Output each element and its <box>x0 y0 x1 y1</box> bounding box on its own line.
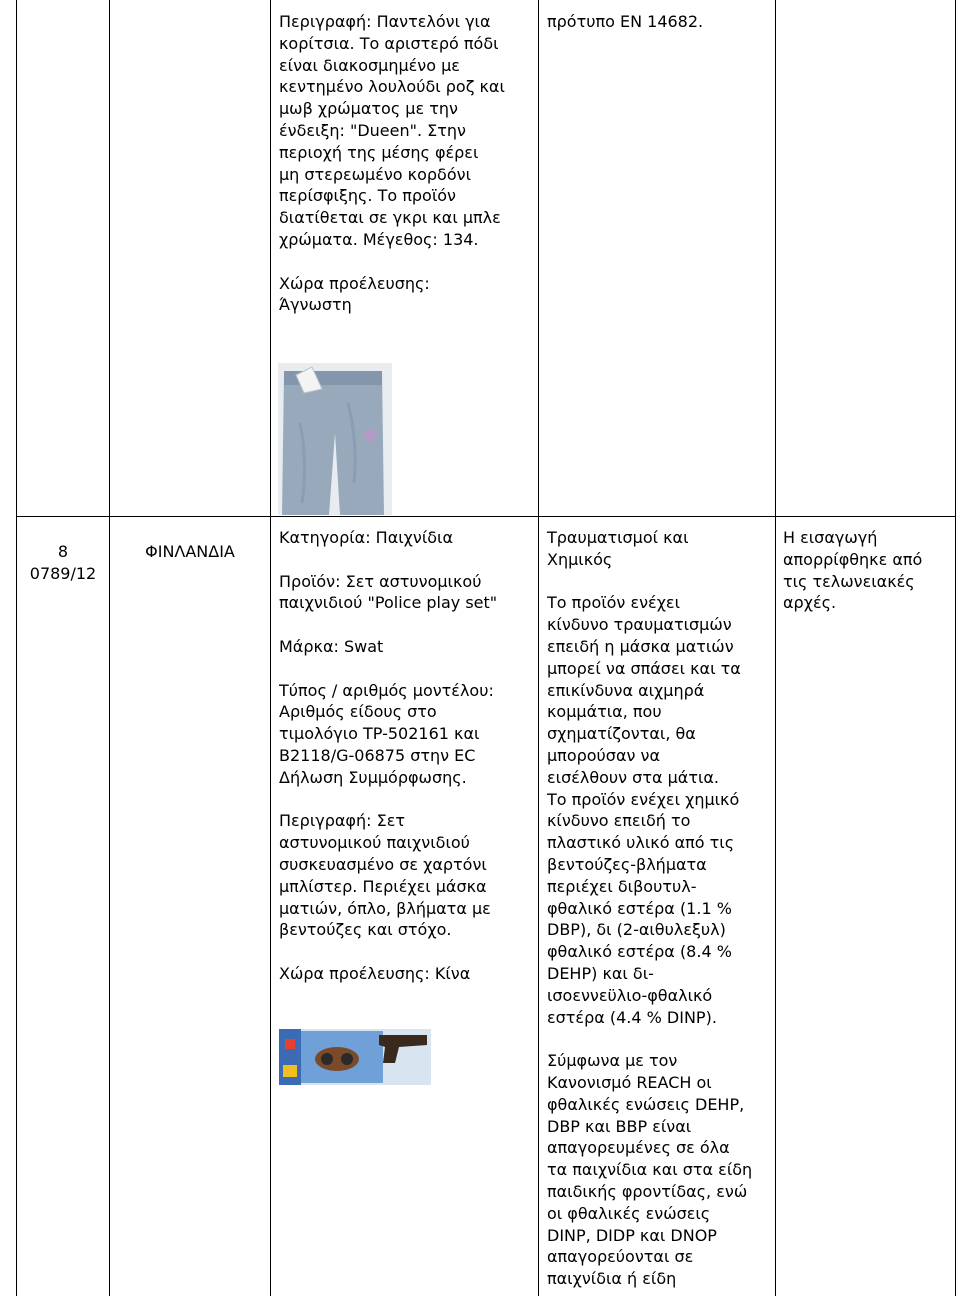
product-brand: Μάρκα: Swat <box>279 636 384 656</box>
prev-description: Περιγραφή: Παντελόνι για κορίτσια. Το αριστερό πόδι είναι διακοσμημένο με κεντημένο λουλούδι ροζ και μωβ χρώματος με την ένδειξη: "Dueen". Στην περιοχή της μέσης φέρει μη στερεωμένο κορδόνι περίσφιξης. Το προϊόν διατίθεται σε γκρι και μπλε χρώματα. Μέγεθος: 134. <box>279 12 505 249</box>
measures-taken: Η εισαγωγή απορρίφθηκε από τις τελωνειακές αρχές. <box>783 528 923 613</box>
product-description: Περιγραφή: Σετ αστυνομικού παιχνιδιού συσκευασμένο σε χαρτόνι μπλίστερ. Περιέχει μάσκα ματιών, όπλο, βλήματα με βεντούζες και στόχο. <box>279 811 491 940</box>
notification-ref: 0789/12 <box>29 563 97 583</box>
column-divider <box>538 0 539 1296</box>
product-origin: Χώρα προέλευσης: Κίνα <box>279 963 471 983</box>
notifying-country: ΦΙΝΛΑΝΔΙΑ <box>145 542 235 561</box>
column-divider <box>775 0 776 1296</box>
risk-cell <box>547 527 772 1290</box>
product-cell <box>279 527 534 985</box>
column-divider <box>270 0 271 1296</box>
police-set-photo <box>279 1029 431 1085</box>
risk-type: Τραυματισμοί και Χημικός <box>547 528 689 569</box>
row-number: 8 <box>57 542 69 561</box>
risk-description: Το προϊόν ενέχει κίνδυνο τραυματισμών επειδή η μάσκα ματιών μπορεί να σπάσει και τα επικίνδυνα αιχμηρά κομμάτια, που σχηματίζονται, θα μπορούσαν να εισέλθουν στα μάτια. Το προϊόν ενέχει χημικό κίνδυνο επειδή το πλαστικό υλικό από τις βεντούζες-βλήματα περιέχει διβουτυλ- φθαλικό εστέρα (1.1 % DBP), δι (2-αιθυλεξυλ) φθαλικό εστέρα (8.4 % DEHP) και δι- ισοεννεϋλιο-φθαλικό εστέρα (4.4 % DINP). <box>547 593 741 1027</box>
product-model: Τύπος / αριθμός μοντέλου: Αριθμός είδους στο τιμολόγιο TP-502161 και B2118/G-06875 στην EC Δήλωση Συμμόρφωσης. <box>279 680 494 787</box>
pants-photo <box>278 363 392 515</box>
table-border-left <box>16 0 17 1296</box>
reach-regulation-text: Σύμφωνα με τον Κανονισμό REACH οι φθαλικές ενώσεις DEHP, DBP και BBP είναι απαγορευμένες σε όλα τα παιχνίδια και στα είδη παιδικής φροντίδας, ενώ οι φθαλικές ενώσεις DINP, DIDP και DNOP απαγορεύονται σε παιχνίδια ή είδη <box>547 1051 753 1289</box>
prev-description-cell <box>279 11 534 316</box>
prev-origin: Χώρα προέλευσης: Άγνωστη <box>279 273 430 315</box>
row-number-cell <box>17 541 109 585</box>
prev-risk-continuation: πρότυπο ΕΝ 14682. <box>547 12 704 31</box>
product-name: Προϊόν: Σετ αστυνομικού παιχνιδιού "Police play set" <box>279 571 498 613</box>
table-border-right <box>955 0 956 1296</box>
country-cell <box>110 541 270 563</box>
measures-cell <box>783 527 953 614</box>
column-divider <box>109 0 110 1296</box>
product-category: Κατηγορία: Παιχνίδια <box>279 528 453 547</box>
row-divider <box>16 516 956 517</box>
prev-risk-cell <box>547 11 772 33</box>
